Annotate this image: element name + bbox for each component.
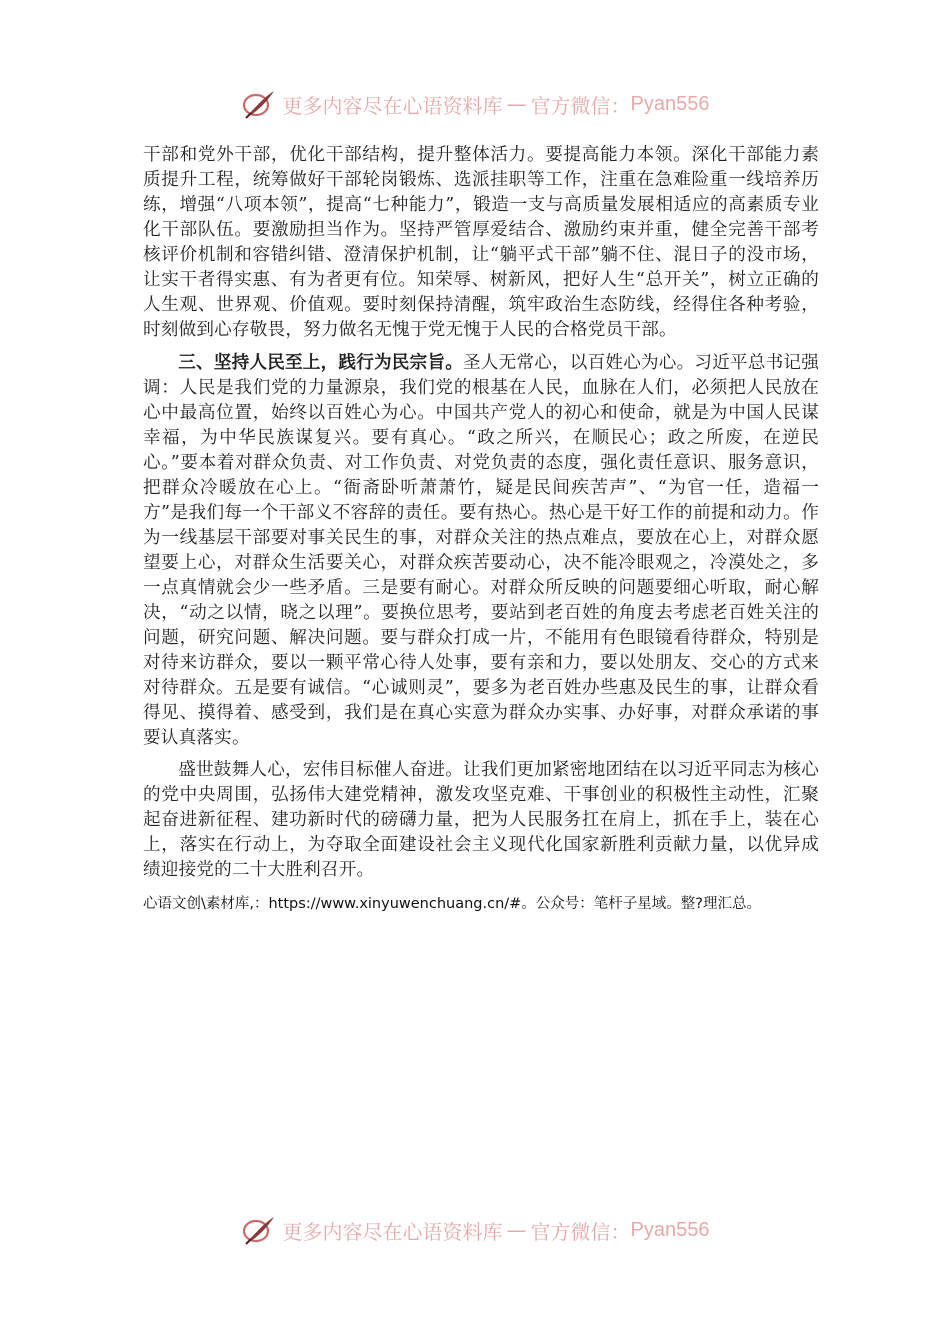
watermark-official: 官方微信： <box>530 93 631 118</box>
footer-watermark <box>0 1210 950 1250</box>
watermark-separator: — <box>506 1218 527 1242</box>
quill-pen-logo-icon <box>241 1214 277 1246</box>
paragraph-conclusion: 盛世鼓舞人心，宏伟目标催人奋进。让我们更加紧密地团结在以习近平同志为核心的党中央周围，弘扬伟大建党精神，激发攻坚克难、干事创业的积极性主动性，汇聚起奋进新征程、建功新时代的磅礴力量，把为人民服务扛在肩上，抓在手上，装在心上，落实在行动上，为夺取全面建设社会主义现代化国家新胜利贡献力量，以优异成绩迎接党的二十大胜利召开。 <box>143 760 819 880</box>
quill-pen-logo-icon <box>241 88 277 120</box>
paragraph-people-first <box>143 350 819 751</box>
paragraph-cadre-building: 干部和党外干部，优化干部结构，提升整体活力。要提高能力本领。深化干部能力素质提升工程，统筹做好干部轮岗锻炼、选派挂职等工作，注重在急难险重一线培养历练，增强“八项本领”，提高“七种能力”，锻造一支与高质量发展相适应的高素质专业化干部队伍。要激励担当作为。坚持严管厚爱结合、激励约束并重，健全完善干部考核评价机制和容错纠错、澄清保护机制，让“躺平式干部”躺不住、混日子的没市场，让实干者得实惠、有为者更有位。知荣辱、树新风，把好人生“总开关”，树立正确的人生观、世界观、价值观。要时刻保持清醒，筑牢政治生态防线，经得住各种考验，时刻做到心存敬畏，努力做名无愧于党无愧于人民的合格党员干部。 <box>143 145 819 340</box>
header-watermark <box>0 84 950 124</box>
watermark-prefix: 更多内容尽在心语资料库 <box>282 93 503 118</box>
watermark-account: Pyan556 <box>630 92 710 115</box>
watermark-account: Pyan556 <box>630 1218 710 1241</box>
source-footer: 心语文创\素材库,：https://www.xinyuwenchuang.cn/#。公众号：笔杆子星域。整?理汇总。 <box>143 896 761 912</box>
section-body: 圣人无常心，以百姓心为心。习近平总书记强调：人民是我们党的力量源泉，我们党的根基在人民，血脉在人们，必须把人民放在心中最高位置，始终以百姓心为心。中国共产党人的初心和使命，就是为中国人民谋幸福，为中华民族谋复兴。要有真心。“政之所兴，在顺民心；政之所废，在逆民心。”要本着对群众负责、对工作负责、对党负责的态度，强化责任意识、服务意识，把群众冷暖放在心上。“衙斋卧听萧萧竹，疑是民间疾苦声”、“为官一任，造福一方”是我们每一个干部义不容辞的责任。要有热心。热心是干好工作的前提和动力。作为一线基层干部要对事关民生的事，对群众关注的热点难点，要放在心上，对群众愿望要上心，对群众生活要关心，对群众疾苦要动心，决不能冷眼观之，冷漠处之，多一点真情就会少一些矛盾。三是要有耐心。对群众所反映的问题要细心听取，耐心解决，“动之以情，晓之以理”。要换位思考，要站到老百姓的角度去考虑老百姓关注的问题，研究问题、解决问题。要与群众打成一片，不能用有色眼镜看待群众，特别是对待来访群众，要以一颗平常心待人处事，要有亲和力，要以处朋友、交心的方式来对待群众。五是要有诚信。“心诚则灵”，要多为老百姓办些惠及民生的事，让群众看得见、摸得着、感受到，我们是在真心实意为群众办实事、办好事，对群众承诺的事要认真落实。 <box>143 353 819 748</box>
watermark-separator: — <box>506 92 527 116</box>
document-body <box>143 143 819 915</box>
watermark-prefix: 更多内容尽在心语资料库 <box>282 1219 503 1244</box>
section-heading: 三、坚持人民至上，践行为民宗旨。 <box>178 352 463 373</box>
watermark-official: 官方微信： <box>530 1219 631 1244</box>
